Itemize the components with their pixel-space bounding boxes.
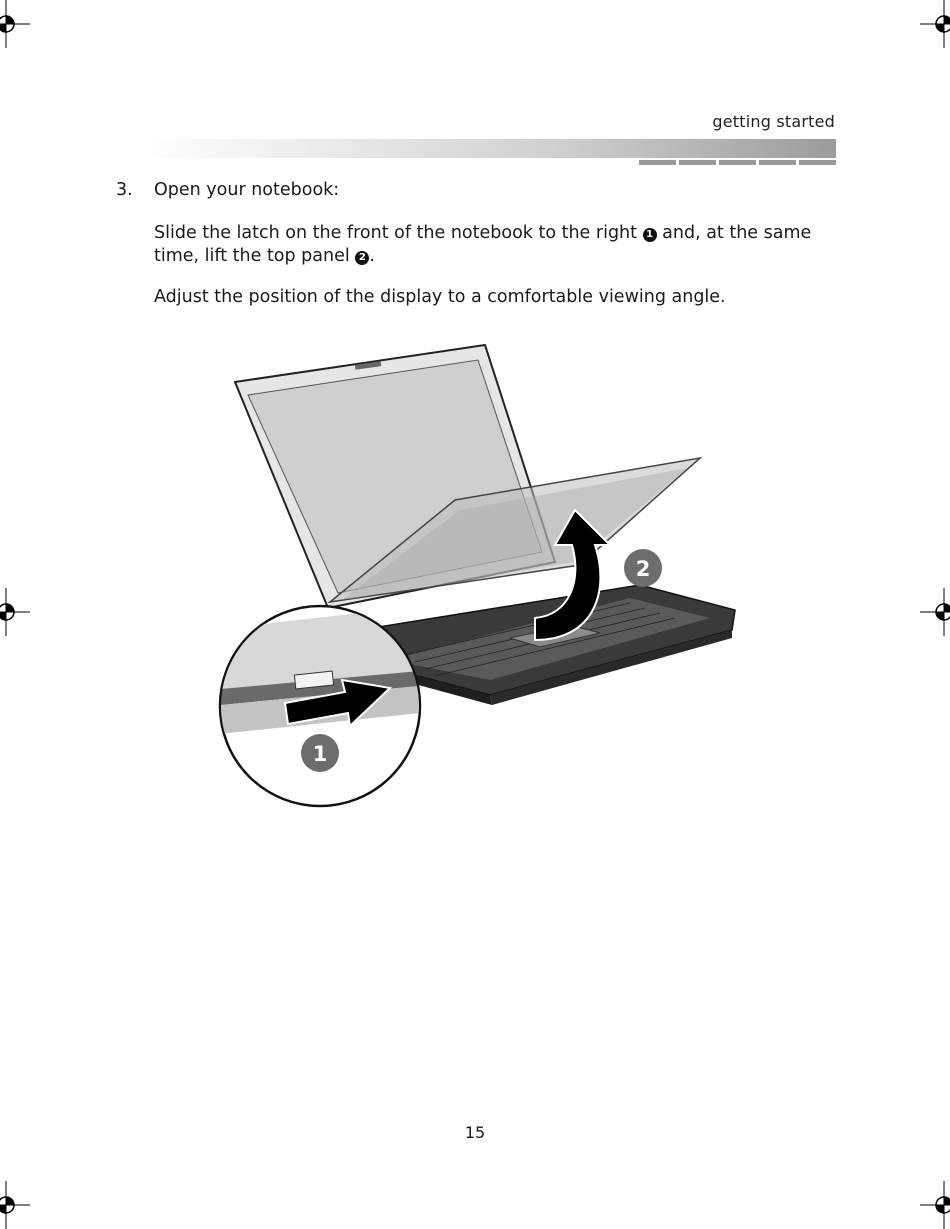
registration-mark-icon: [920, 588, 950, 636]
callout-2-label: 2: [635, 557, 651, 581]
registration-mark-icon: [920, 0, 950, 48]
notebook-illustration: [210, 340, 750, 815]
header-segment-bar: [639, 160, 836, 165]
instruction-text: Slide the latch on the front of the notebook to the right: [154, 223, 643, 243]
registration-mark-icon: [920, 1181, 950, 1229]
registration-mark-icon: [0, 0, 30, 48]
step-number: 3.: [116, 180, 133, 200]
callout-1-label: 1: [312, 742, 328, 766]
page-number: 15: [464, 1123, 486, 1142]
callout-1-badge: 1: [643, 228, 657, 242]
header-segment: [639, 160, 676, 165]
header-segment: [759, 160, 796, 165]
header-segment: [719, 160, 756, 165]
running-header: getting started: [712, 112, 835, 131]
instruction-paragraph: [154, 222, 839, 268]
header-gradient-bar: [140, 139, 836, 158]
registration-mark-icon: [0, 588, 30, 636]
registration-mark-icon: [0, 1181, 30, 1229]
instruction-paragraph: Adjust the position of the display to a comfortable viewing angle.: [154, 287, 726, 307]
header-segment: [679, 160, 716, 165]
instruction-text: .: [369, 246, 375, 266]
header-segment: [799, 160, 836, 165]
callout-2-badge: 2: [355, 251, 369, 265]
step-title: Open your notebook:: [154, 180, 340, 200]
instruction-text: and, at the same time, lift the top panel: [154, 223, 812, 266]
